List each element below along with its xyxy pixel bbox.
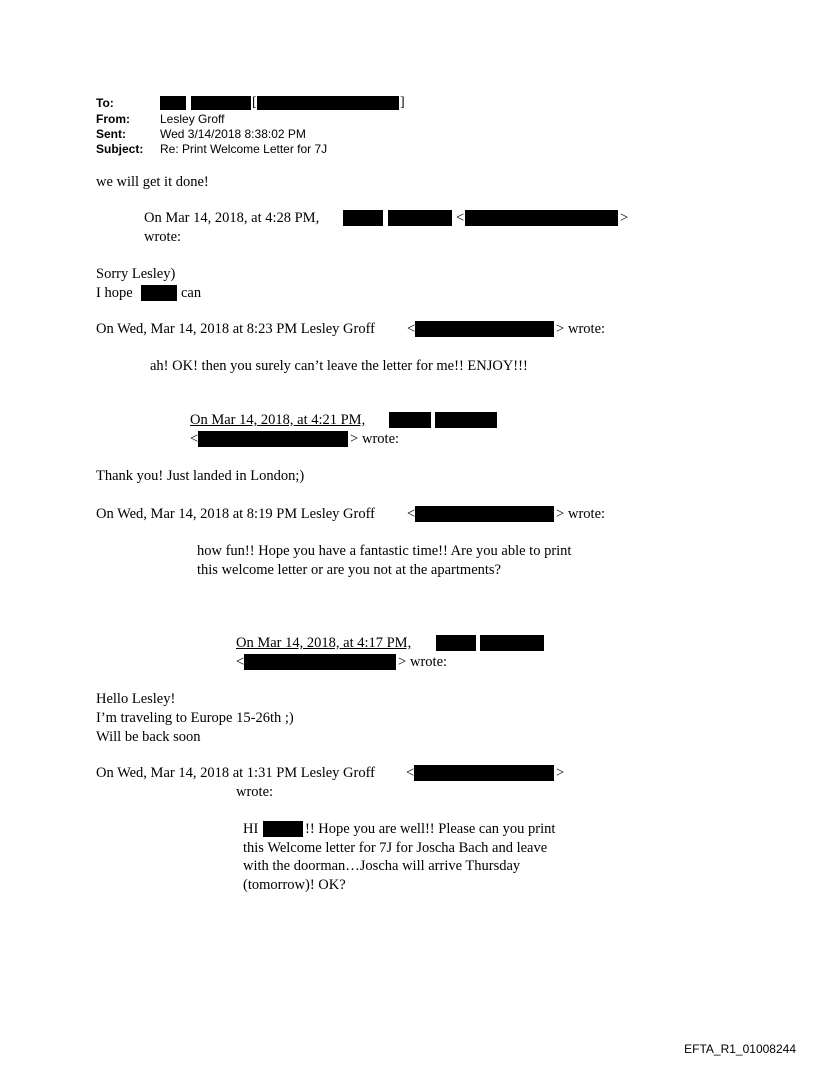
to-label: To: (96, 96, 114, 110)
redaction (257, 96, 399, 110)
redaction (435, 412, 497, 428)
redaction (244, 654, 396, 670)
quote-wrote: wrote: (144, 229, 182, 245)
from-label: From: (96, 112, 130, 126)
quote-header: On Mar 14, 2018, at 4:17 PM, (236, 635, 412, 651)
quote-header: On Wed, Mar 14, 2018 at 1:31 PM Lesley Groff (96, 765, 375, 781)
redaction (343, 210, 383, 226)
bracket-lt: < (236, 654, 245, 670)
redaction (263, 821, 303, 837)
redaction (191, 96, 251, 110)
message-line: how fun!! Hope you have a fantastic time!! Are you able to print (197, 543, 572, 559)
bracket-gt: > (556, 321, 565, 337)
bracket-lt: < (407, 321, 416, 337)
bracket-lt: < (456, 210, 465, 226)
subject-label: Subject: (96, 142, 144, 156)
bracket-gt: > (350, 431, 359, 447)
message-line: I’m traveling to Europe 15-26th ;) (96, 710, 294, 726)
message-line: !! Hope you are well!! Please can you print (305, 821, 556, 837)
quote-wrote: wrote: (568, 321, 606, 337)
document-id: EFTA_R1_01008244 (684, 1042, 796, 1056)
bracket-close: ] (400, 95, 405, 110)
quote-wrote: wrote: (236, 784, 274, 800)
from-value: Lesley Groff (160, 112, 225, 126)
message-body: ah! OK! then you surely can’t leave the letter for me!! ENJOY!!! (150, 358, 528, 374)
bracket-gt: > (556, 506, 565, 522)
message-line: Hello Lesley! (96, 691, 176, 707)
quote-wrote: wrote: (410, 654, 448, 670)
quote-header: On Mar 14, 2018, at 4:28 PM, (144, 210, 320, 226)
redaction (480, 635, 544, 651)
redaction (389, 412, 431, 428)
bracket-gt: > (620, 210, 629, 226)
message-line: I hope (96, 285, 133, 301)
redaction (414, 765, 554, 781)
quote-header: On Wed, Mar 14, 2018 at 8:19 PM Lesley Groff (96, 506, 375, 522)
redaction (415, 506, 554, 522)
redaction (388, 210, 452, 226)
bracket-lt: < (190, 431, 199, 447)
message-body: we will get it done! (96, 174, 209, 190)
redaction (198, 431, 348, 447)
quote-header: On Wed, Mar 14, 2018 at 8:23 PM Lesley Groff (96, 321, 375, 337)
message-line: (tomorrow)! OK? (243, 877, 346, 893)
redaction (465, 210, 618, 226)
bracket-open: [ (252, 95, 257, 110)
message-line: Will be back soon (96, 729, 201, 745)
quote-wrote: wrote: (362, 431, 400, 447)
sent-label: Sent: (96, 127, 126, 141)
bracket-gt: > (398, 654, 407, 670)
message-line: HI (243, 821, 259, 837)
redaction (436, 635, 476, 651)
sent-value: Wed 3/14/2018 8:38:02 PM (160, 127, 306, 141)
redaction (160, 96, 186, 110)
message-line: Sorry Lesley) (96, 266, 176, 282)
subject-value: Re: Print Welcome Letter for 7J (160, 142, 328, 156)
quote-wrote: wrote: (568, 506, 606, 522)
redaction (415, 321, 554, 337)
bracket-lt: < (406, 765, 415, 781)
message-line: with the doorman…Joscha will arrive Thursday (243, 858, 521, 874)
bracket-gt: > (556, 765, 565, 781)
bracket-lt: < (407, 506, 416, 522)
message-line: this welcome letter or are you not at the apartments? (197, 562, 501, 578)
redaction (141, 285, 177, 301)
message-line: can (181, 285, 202, 301)
message-line: this Welcome letter for 7J for Joscha Bach and leave (243, 840, 548, 856)
message-body: Thank you! Just landed in London;) (96, 468, 305, 484)
quote-header: On Mar 14, 2018, at 4:21 PM, (190, 412, 366, 428)
